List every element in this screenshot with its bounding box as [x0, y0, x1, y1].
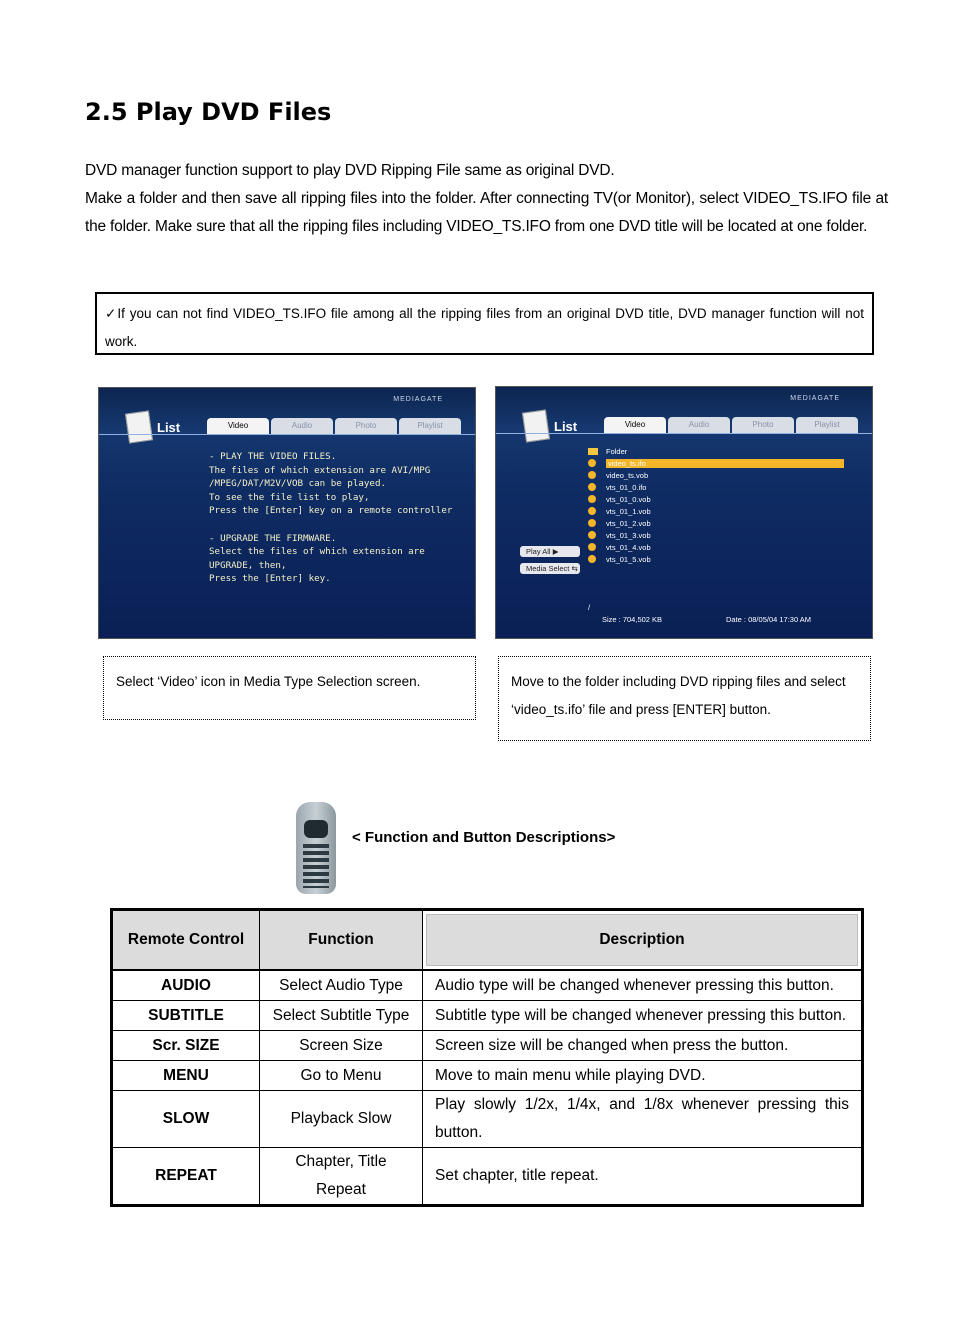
file-icon	[588, 495, 596, 503]
cell-description: Move to main menu while playing DVD.	[423, 1061, 863, 1091]
caption-right	[498, 656, 871, 741]
header-remote-control: Remote Control	[112, 910, 260, 971]
screenshot-media-type	[98, 387, 476, 639]
caption-left	[103, 656, 476, 720]
file-row[interactable]: vts_01_4.vob	[588, 541, 844, 553]
video-instructions: - PLAY THE VIDEO FILES. The files of which extension are AVI/MPG /MPEG/DAT/M2V/VOB can be played. To see the file list to play, Press the [Enter] key on a remote controller - UPGRADE THE FIRMWARE. Select the files of which extension are UPGRADE, then, Press the [Enter] key.	[209, 451, 453, 585]
media-select-button[interactable]: Media Select ⇆	[520, 563, 580, 574]
tab-audio[interactable]: Audio	[668, 417, 730, 433]
header-function: Function	[260, 910, 423, 971]
file-row[interactable]: vts_01_0.ifo	[588, 481, 844, 493]
file-icon	[588, 519, 596, 527]
tab-photo[interactable]: Photo	[335, 418, 397, 434]
screenshot-file-list	[495, 386, 873, 639]
file-icon	[588, 555, 596, 563]
size-label: Size : 704,502 KB	[602, 615, 663, 624]
cell-function: Go to Menu	[260, 1061, 423, 1091]
cell-remote: SUBTITLE	[112, 1001, 260, 1031]
play-all-button[interactable]: Play All ▶	[520, 546, 580, 557]
tab-video[interactable]: Video	[207, 418, 269, 434]
remote-dpad	[304, 820, 328, 838]
file-icon	[588, 483, 596, 491]
file-row[interactable]: video_ts.vob	[588, 469, 844, 481]
cell-description: Play slowly 1/2x, 1/4x, and 1/8x whenever pressing this button.	[423, 1091, 863, 1148]
file-row[interactable]: video_ts.ifo	[588, 457, 844, 469]
body-paragraph: Make a folder and then save all ripping files into the folder. After connecting TV(or Monitor), select VIDEO_TS.IFO file at the folder. Make sure that all the ripping files including VIDEO_TS.IFO from one DVD title will be located at one folder.	[85, 190, 888, 235]
date-label: Date : 08/05/04 17:30 AM	[726, 615, 812, 624]
caption-left-text: Select ‘Video’ icon in Media Type Selection screen.	[116, 674, 421, 689]
cell-description: Audio type will be changed whenever pressing this button.	[423, 970, 863, 1001]
cell-function: Playback Slow	[260, 1091, 423, 1148]
table-row	[112, 1091, 863, 1148]
file-row[interactable]: vts_01_0.vob	[588, 493, 844, 505]
caption-right-text: Move to the folder including DVD ripping files and select ‘video_ts.ifo’ file and press [ENTER] button.	[511, 674, 846, 717]
remote-control-image	[296, 802, 336, 894]
file-list	[588, 445, 844, 565]
folder-row[interactable]: Folder	[588, 445, 844, 457]
list-label: List	[157, 420, 181, 435]
tab-playlist[interactable]: Playlist	[796, 417, 858, 433]
table-row	[112, 970, 863, 1001]
table-row	[112, 1061, 863, 1091]
media-tabs	[604, 417, 858, 433]
section-title: 2.5 Play DVD Files	[85, 98, 332, 126]
checkmark-icon: ✓	[105, 306, 118, 321]
cell-remote: MENU	[112, 1061, 260, 1091]
path-label: /	[588, 603, 591, 612]
file-icon	[588, 459, 596, 467]
tab-playlist[interactable]: Playlist	[399, 418, 461, 434]
note-box	[95, 292, 874, 355]
cell-description: Set chapter, title repeat.	[423, 1148, 863, 1206]
file-icon	[588, 531, 596, 539]
table-row	[112, 1031, 863, 1061]
brand-logo: MEDIAGATE	[393, 396, 443, 403]
tab-video[interactable]: Video	[604, 417, 666, 433]
cell-remote: Scr. SIZE	[112, 1031, 260, 1061]
file-icon	[588, 471, 596, 479]
media-tabs	[207, 418, 461, 434]
cell-description: Screen size will be changed when press the button.	[423, 1031, 863, 1061]
tab-audio[interactable]: Audio	[271, 418, 333, 434]
file-icon	[588, 507, 596, 515]
cell-remote: REPEAT	[112, 1148, 260, 1206]
file-row[interactable]: vts_01_1.vob	[588, 505, 844, 517]
tab-photo[interactable]: Photo	[732, 417, 794, 433]
brand-logo: MEDIAGATE	[790, 395, 840, 402]
list-label: List	[554, 419, 578, 434]
file-row[interactable]: vts_01_2.vob	[588, 517, 844, 529]
cell-function: Select Audio Type	[260, 970, 423, 1001]
intro-paragraph: DVD manager function support to play DVD Ripping File same as original DVD.	[85, 162, 615, 179]
cell-remote: SLOW	[112, 1091, 260, 1148]
file-row[interactable]: vts_01_3.vob	[588, 529, 844, 541]
cell-function: Chapter, Title Repeat	[260, 1148, 423, 1206]
function-table	[110, 908, 864, 1207]
file-row[interactable]: vts_01_5.vob	[588, 553, 844, 565]
note-text: If you can not find VIDEO_TS.IFO file among all the ripping files from an original DVD title, DVD manager function will not work.	[105, 306, 865, 349]
cell-remote: AUDIO	[112, 970, 260, 1001]
cell-description: Subtitle type will be changed whenever pressing this button.	[423, 1001, 863, 1031]
cell-function: Select Subtitle Type	[260, 1001, 423, 1031]
table-header-row	[112, 910, 863, 971]
file-icon	[588, 543, 596, 551]
table-row	[112, 1001, 863, 1031]
cell-function: Screen Size	[260, 1031, 423, 1061]
table-row	[112, 1148, 863, 1206]
function-heading: < Function and Button Descriptions>	[352, 829, 616, 846]
folder-icon	[588, 448, 598, 455]
remote-keys	[303, 844, 329, 888]
header-description: Description	[423, 910, 863, 971]
